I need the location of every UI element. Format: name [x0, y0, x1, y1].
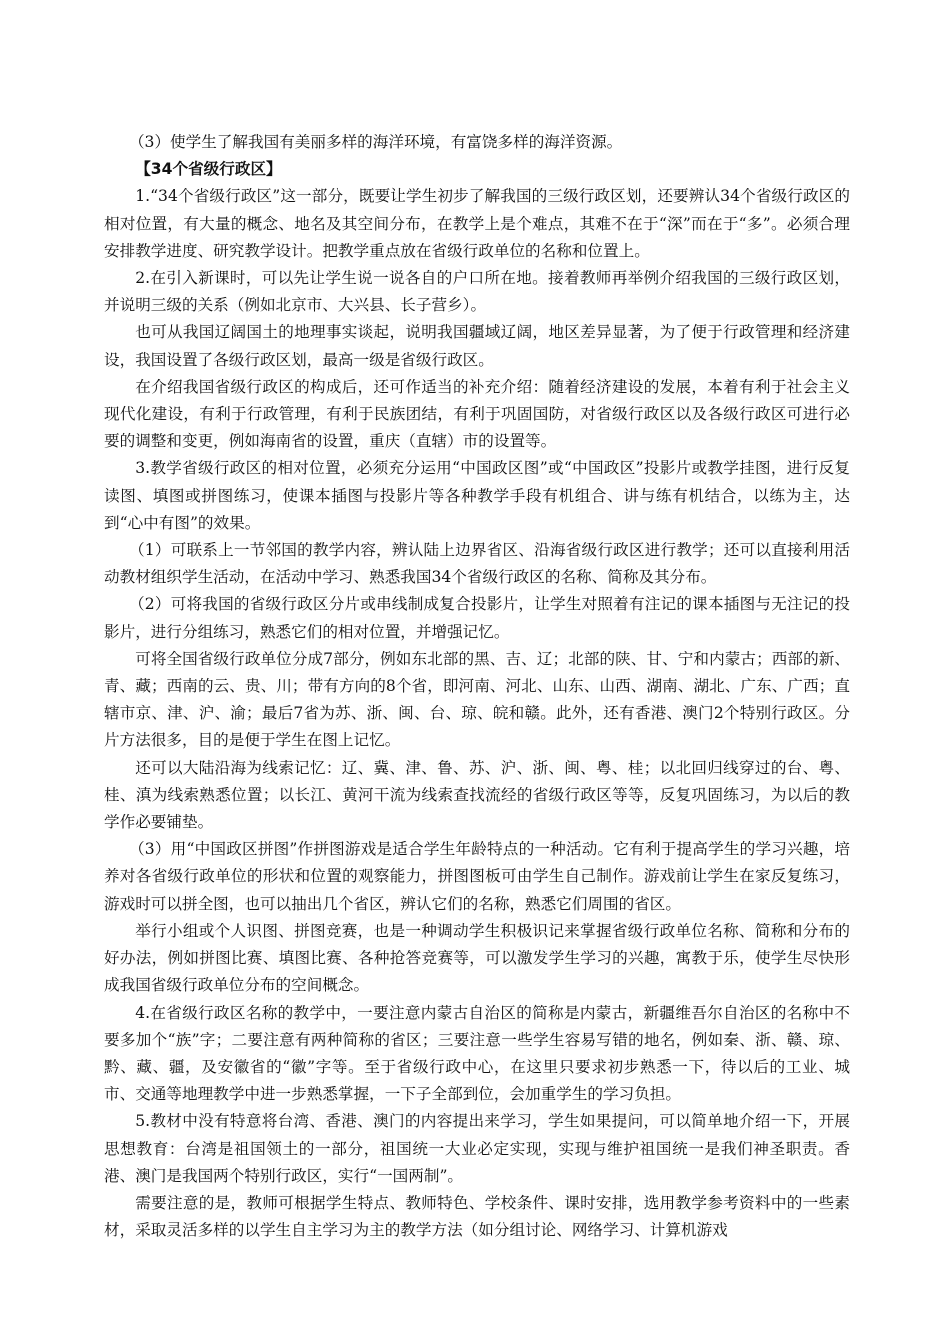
document-body [104, 129, 850, 1244]
paragraph-7: （2）可将我国的省级行政区分片或串线制成复合投影片，让学生对照着有注记的课本插图与无注记的投影片，进行分组练习，熟悉它们的相对位置，并增强记忆。 [104, 595, 850, 641]
section-title: 【34个省级行政区】 [135, 160, 282, 179]
paragraph-14: 需要注意的是，教师可根据学生特点、教师特色、学校条件、课时安排，选用教学参考资料中的一些素材，采取灵活多样的以学生自主学习为主的教学方法（如分组讨论、网络学习、计算机游戏 [104, 1193, 850, 1240]
paragraph-6: （1）可联系上一节邻国的教学内容，辨认陆上边界省区、沿海省级行政区进行教学；还可以直接利用活动教材组织学生活动，在活动中学习、熟悉我国34个省级行政区的名称、简称及其分布。 [104, 541, 850, 587]
paragraph-9: 还可以大陆沿海为线索记忆：辽、冀、津、鲁、苏、沪、浙、闽、粤、桂；以北回归线穿过的台、粤、桂、滇为线索熟悉位置；以长江、黄河干流为线索查找流经的省级行政区等等，反复巩固练习，为以后的教学作必要铺垫。 [104, 758, 850, 832]
intro-line: （3）使学生了解我国有美丽多样的海洋环境，有富饶多样的海洋资源。 [128, 133, 623, 151]
paragraph-10: （3）用“中国政区拼图”作拼图游戏是适合学生年龄特点的一种活动。它有利于提高学生的学习兴趣，培养对各省级行政单位的形状和位置的观察能力，拼图图板可由学生自己制作。游戏前让学生在家反复练习，游戏时可以拼全图，也可以抽出几个省区，辨认它们的名称，熟悉它们周围的省区。 [104, 840, 850, 913]
paragraph-12: 4.在省级行政区名称的教学中，一要注意内蒙古自治区的简称是内蒙古，新疆维吾尔自治区的名称中不要多加个“族”字；二要注意有两种简称的省区；三要注意一些学生容易写错的地名，例如秦、浙、赣、琼、黔、藏、疆，及安徽省的“徽”字等。至于省级行政中心，在这里只要求初步熟悉一下，待以后的工业、城市、交通等地理教学中进一步熟悉掌握，一下子全部到位，会加重学生的学习负担。 [104, 1003, 850, 1104]
paragraph-11: 举行小组或个人识图、拼图竞赛，也是一种调动学生积极识记来掌握省级行政单位名称、简称和分布的好办法，例如拼图比赛、填图比赛、各种抢答竞赛等，可以激发学生学习的兴趣，寓教于乐，使学生尽快形成我国省级行政单位分布的空间概念。 [104, 921, 850, 995]
paragraph-8: 可将全国省级行政单位分成7部分，例如东北部的黑、吉、辽；北部的陕、甘、宁和内蒙古；西部的新、青、藏；西南的云、贵、川；带有方向的8个省，即河南、河北、山东、山西、湖南、湖北、广东、广西；直辖市京、津、沪、渝；最后7省为苏、浙、闽、台、琼、皖和赣。此外，还有香港、澳门2个特别行政区。分片方法很多，目的是便于学生在图上记忆。 [104, 649, 850, 750]
paragraph-3: 也可从我国辽阔国土的地理事实谈起，说明我国疆域辽阔，地区差异显著，为了便于行政管理和经济建设，我国设置了各级行政区划，最高一级是省级行政区。 [104, 323, 850, 369]
paragraph-2: 2.在引入新课时，可以先让学生说一说各自的户口所在地。接着教师再举例介绍我国的三级行政区划，并说明三级的关系（例如北京市、大兴县、长子营乡）。 [104, 269, 850, 315]
paragraph-4: 在介绍我国省级行政区的构成后，还可作适当的补充介绍：随着经济建设的发展，本着有利于社会主义现代化建设，有利于行政管理，有利于民族团结，有利于巩固国防，对省级行政区以及各级行政区可进行必要的调整和变更，例如海南省的设置，重庆（直辖）市的设置等。 [104, 377, 850, 451]
paragraph-1: 1.“34个省级行政区”这一部分，既要让学生初步了解我国的三级行政区划，还要辨认34个省级行政区的相对位置，有大量的概念、地名及其空间分布，在教学上是个难点，其难不在于“深”而在于“多”。必须合理安排教学进度、研究教学设计。把教学重点放在省级行政单位的名称和位置上。 [104, 187, 850, 260]
paragraph-13: 5.教材中没有特意将台湾、香港、澳门的内容提出来学习，学生如果提问，可以简单地介绍一下，开展思想教育：台湾是祖国领土的一部分，祖国统一大业必定实现，实现与维护祖国统一是我们神圣职责。香港、澳门是我国两个特别行政区，实行“一国两制”。 [104, 1112, 850, 1185]
paragraph-5: 3.教学省级行政区的相对位置，必须充分运用“中国政区图”或“中国政区”投影片或教学挂图，进行反复读图、填图或拼图练习，使课本插图与投影片等各种教学手段有机组合、讲与练有机结合，以练为主，达到“心中有图”的效果。 [104, 459, 850, 532]
